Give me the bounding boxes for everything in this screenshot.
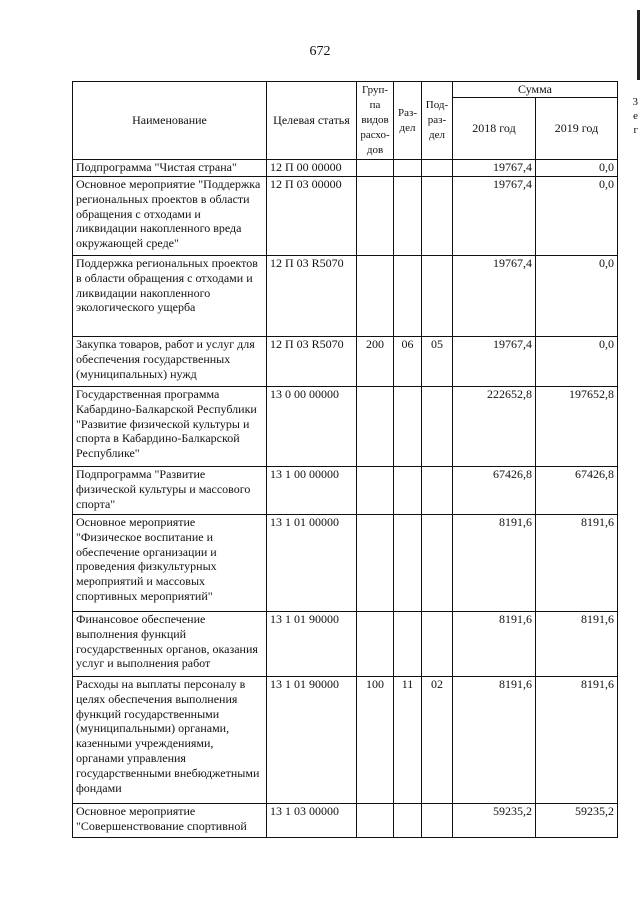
- table-row: [73, 160, 618, 177]
- row-target-article: 12 П 00 00000: [267, 160, 357, 177]
- row-subsection: [422, 804, 453, 838]
- row-sum-2018: 59235,2: [453, 804, 536, 838]
- row-name: Расходы на выплаты персоналу в целях обеспечения выполнения функций государственными (муниципальными) органами, казенными учреждениями, органами управления государственными внебюджетными фондами: [73, 677, 267, 804]
- row-target-article: 13 1 03 00000: [267, 804, 357, 838]
- row-sum-2019: 8191,6: [536, 677, 618, 804]
- row-target-article: 13 1 00 00000: [267, 467, 357, 515]
- table-row: [73, 337, 618, 387]
- row-subsection: [422, 612, 453, 677]
- row-section: [394, 256, 422, 337]
- header-subsection: Под-раз-дел: [422, 82, 453, 160]
- row-subsection: 02: [422, 677, 453, 804]
- row-subsection: [422, 256, 453, 337]
- header-name: Наименование: [73, 82, 267, 160]
- row-sum-2019: 8191,6: [536, 515, 618, 612]
- row-name: Основное мероприятие "Совершенствование спортивной: [73, 804, 267, 838]
- row-sum-2019: 8191,6: [536, 612, 618, 677]
- row-target-article: 12 П 03 R5070: [267, 256, 357, 337]
- header-year-2019: 2019 год: [536, 98, 618, 160]
- scan-edge-glyph: 3: [632, 96, 638, 108]
- row-subsection: [422, 467, 453, 515]
- page-number: 672: [309, 44, 331, 59]
- row-target-article: 13 0 00 00000: [267, 387, 357, 467]
- row-expense-group: 100: [357, 677, 394, 804]
- row-sum-2018: 19767,4: [453, 256, 536, 337]
- header-year-2018: 2018 год: [453, 98, 536, 160]
- table-row: [73, 177, 618, 256]
- row-sum-2018: 19767,4: [453, 337, 536, 387]
- row-section: [394, 160, 422, 177]
- row-sum-2019: 67426,8: [536, 467, 618, 515]
- row-subsection: [422, 387, 453, 467]
- row-sum-2018: 8191,6: [453, 677, 536, 804]
- row-section: 06: [394, 337, 422, 387]
- row-target-article: 13 1 01 90000: [267, 677, 357, 804]
- row-section: [394, 612, 422, 677]
- scan-edge-glyph: г: [633, 124, 638, 136]
- row-expense-group: [357, 467, 394, 515]
- row-subsection: [422, 515, 453, 612]
- row-sum-2019: 0,0: [536, 337, 618, 387]
- header-expense-group: Груп-па видов расхо-дов: [357, 82, 394, 160]
- row-name: Основное мероприятие "Физическое воспитание и обеспечение организации и проведения физкультурных мероприятий и массовых спортивных мероприятий": [73, 515, 267, 612]
- table-row: [73, 612, 618, 677]
- budget-table: [72, 81, 618, 838]
- row-name: Поддержка региональных проектов в области обращения с отходами и ликвидации накопленного экологического ущерба: [73, 256, 267, 337]
- row-section: [394, 467, 422, 515]
- row-sum-2018: 222652,8: [453, 387, 536, 467]
- row-expense-group: [357, 256, 394, 337]
- row-name: Государственная программа Кабардино-Балкарской Республики "Развитие физической культуры и спорта в Кабардино-Балкарской Республике": [73, 387, 267, 467]
- row-expense-group: [357, 804, 394, 838]
- row-expense-group: [357, 177, 394, 256]
- row-sum-2018: 67426,8: [453, 467, 536, 515]
- row-sum-2018: 8191,6: [453, 515, 536, 612]
- row-target-article: 13 1 01 00000: [267, 515, 357, 612]
- row-name: Закупка товаров, работ и услуг для обеспечения государственных (муниципальных) нужд: [73, 337, 267, 387]
- row-section: [394, 804, 422, 838]
- row-section: [394, 515, 422, 612]
- row-name: Финансовое обеспечение выполнения функций государственных органов, оказания услуг и выполнения работ: [73, 612, 267, 677]
- row-expense-group: [357, 515, 394, 612]
- row-sum-2018: 8191,6: [453, 612, 536, 677]
- header-sum: Сумма: [453, 82, 618, 98]
- table-row: [73, 515, 618, 612]
- row-sum-2019: 197652,8: [536, 387, 618, 467]
- row-subsection: [422, 160, 453, 177]
- row-section: [394, 177, 422, 256]
- row-section: [394, 387, 422, 467]
- row-sum-2019: 0,0: [536, 256, 618, 337]
- row-name: Подпрограмма "Развитие физической культуры и массового спорта": [73, 467, 267, 515]
- row-expense-group: 200: [357, 337, 394, 387]
- row-sum-2018: 19767,4: [453, 160, 536, 177]
- row-sum-2019: 59235,2: [536, 804, 618, 838]
- header-target-article: Целевая статья: [267, 82, 357, 160]
- row-name: Основное мероприятие "Поддержка региональных проектов в области обращения с отходами и ликвидации накопленного вреда окружающей среде": [73, 177, 267, 256]
- table-row: [73, 387, 618, 467]
- table-row: [73, 467, 618, 515]
- row-subsection: 05: [422, 337, 453, 387]
- row-sum-2019: 0,0: [536, 177, 618, 256]
- row-name: Подпрограмма "Чистая страна": [73, 160, 267, 177]
- row-expense-group: [357, 612, 394, 677]
- row-subsection: [422, 177, 453, 256]
- scan-edge-glyph: е: [633, 110, 638, 122]
- row-expense-group: [357, 160, 394, 177]
- table-row: [73, 256, 618, 337]
- header-section: Раз-дел: [394, 82, 422, 160]
- table-row: [73, 804, 618, 838]
- table-row: [73, 677, 618, 804]
- row-section: 11: [394, 677, 422, 804]
- row-target-article: 12 П 03 00000: [267, 177, 357, 256]
- row-sum-2018: 19767,4: [453, 177, 536, 256]
- row-expense-group: [357, 387, 394, 467]
- row-target-article: 13 1 01 90000: [267, 612, 357, 677]
- row-target-article: 12 П 03 R5070: [267, 337, 357, 387]
- row-sum-2019: 0,0: [536, 160, 618, 177]
